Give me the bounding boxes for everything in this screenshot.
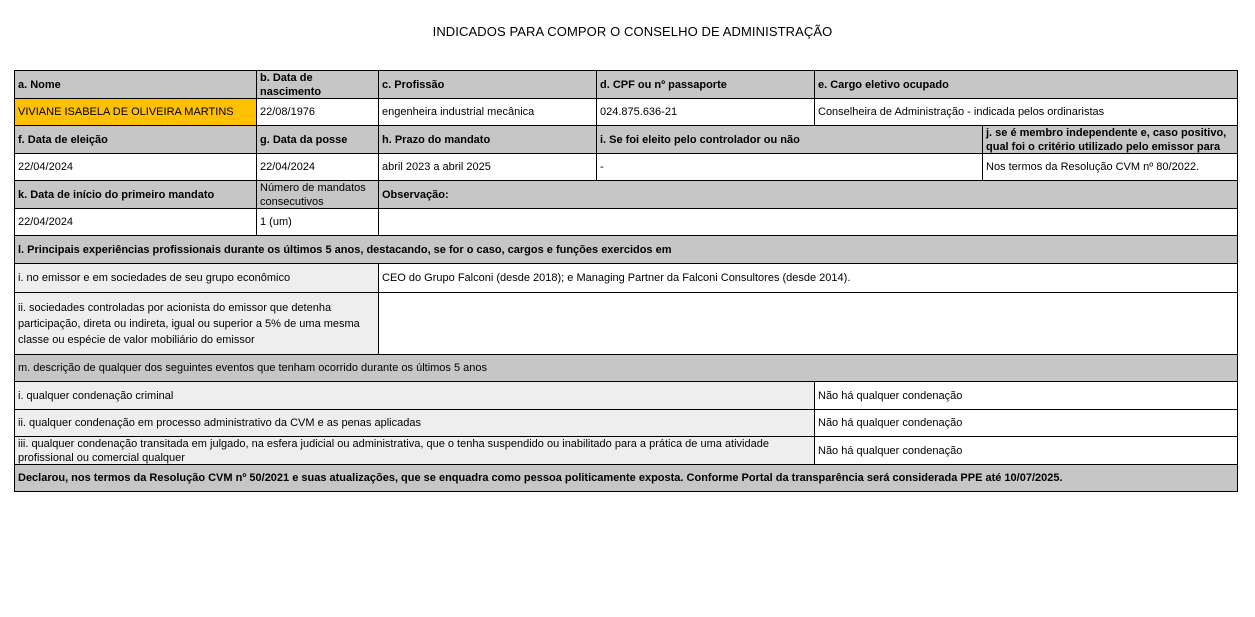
value-eleicao: 22/04/2024: [14, 153, 256, 180]
section-m-item-3-label: iii. qualquer condenação transitada em julgado, na esfera judicial ou administrativa, que o tenha suspendido ou inabilitado para a prática de uma atividade profissional ou comercial qualquer: [14, 436, 814, 464]
section-m-item-2: [14, 409, 1238, 436]
section-m-heading: m. descrição de qualquer dos seguintes eventos que tenham ocorrido durante os últimos 5 anos: [14, 354, 1238, 381]
value-row-3: [14, 208, 1238, 235]
section-m-item-3-value: Não há qualquer condenação: [814, 436, 1238, 464]
header-prazo: h. Prazo do mandato: [378, 125, 596, 153]
value-prazo: abril 2023 a abril 2025: [378, 153, 596, 180]
section-l-item-1-label: i. no emissor e em sociedades de seu grupo econômico: [14, 263, 378, 292]
section-l-item-2-label: ii. sociedades controladas por acionista do emissor que detenha participação, direta ou indireta, igual ou superior a 5% de uma mesma classe ou espécie de valor mobiliário do emissor: [14, 292, 378, 354]
header-nome: a. Nome: [14, 70, 256, 98]
declaration-row: [14, 464, 1238, 492]
header-independente: j. se é membro independente e, caso positivo, qual foi o critério utilizado pelo emissor para: [982, 125, 1238, 153]
value-independente: Nos termos da Resolução CVM nº 80/2022.: [982, 153, 1238, 180]
header-inicio-mandato: k. Data de início do primeiro mandato: [14, 180, 256, 208]
header-eleicao: f. Data de eleição: [14, 125, 256, 153]
header-cpf: d. CPF ou nº passaporte: [596, 70, 814, 98]
header-row-3: [14, 180, 1238, 208]
value-mandatos-consecutivos: 1 (um): [256, 208, 378, 235]
section-m-item-1-value: Não há qualquer condenação: [814, 381, 1238, 409]
header-posse: g. Data da posse: [256, 125, 378, 153]
section-m-item-3: [14, 436, 1238, 464]
header-mandatos-consecutivos: Número de mandatos consecutivos: [256, 180, 378, 208]
declaration-text: Declarou, nos termos da Resolução CVM nº 50/2021 e suas atualizações, que se enquadra como pessoa politicamente exposta. Conforme Portal da transparência será considerada PPE até 10/07/2025.: [14, 464, 1238, 492]
page-title: INDICADOS PARA COMPOR O CONSELHO DE ADMINISTRAÇÃO: [432, 24, 833, 39]
value-cpf: 024.875.636-21: [596, 98, 814, 125]
section-l-item-2: [14, 292, 1238, 354]
section-m-item-1-label: i. qualquer condenação criminal: [14, 381, 814, 409]
header-profissao: c. Profissão: [378, 70, 596, 98]
value-row-1: [14, 98, 1238, 125]
value-inicio-mandato: 22/04/2024: [14, 208, 256, 235]
section-l-heading-row: [14, 235, 1238, 263]
section-m-item-1: [14, 381, 1238, 409]
value-cargo: Conselheira de Administração - indicada pelos ordinaristas: [814, 98, 1238, 125]
value-nascimento: 22/08/1976: [256, 98, 378, 125]
header-row-2: [14, 125, 1238, 153]
value-nome: VIVIANE ISABELA DE OLIVEIRA MARTINS: [14, 98, 256, 125]
section-m-item-2-value: Não há qualquer condenação: [814, 409, 1238, 436]
section-m-item-2-label: ii. qualquer condenação em processo administrativo da CVM e as penas aplicadas: [14, 409, 814, 436]
value-profissao: engenheira industrial mecânica: [378, 98, 596, 125]
header-cargo: e. Cargo eletivo ocupado: [814, 70, 1238, 98]
section-l-item-2-value: [378, 292, 1238, 354]
value-controlador: -: [596, 153, 982, 180]
header-row-1: [14, 70, 1238, 98]
header-controlador: i. Se foi eleito pelo controlador ou não: [596, 125, 982, 153]
section-l-item-1: [14, 263, 1238, 292]
value-row-2: [14, 153, 1238, 180]
value-observacao: [378, 208, 1238, 235]
header-nascimento: b. Data de nascimento: [256, 70, 378, 98]
section-l-item-1-value: CEO do Grupo Falconi (desde 2018); e Managing Partner da Falconi Consultores (desde 2014).: [378, 263, 1238, 292]
header-observacao: Observação:: [378, 180, 1238, 208]
section-l-heading: l. Principais experiências profissionais durante os últimos 5 anos, destacando, se for o caso, cargos e funções exercidos em: [14, 235, 1238, 263]
section-m-heading-row: [14, 354, 1238, 381]
value-posse: 22/04/2024: [256, 153, 378, 180]
